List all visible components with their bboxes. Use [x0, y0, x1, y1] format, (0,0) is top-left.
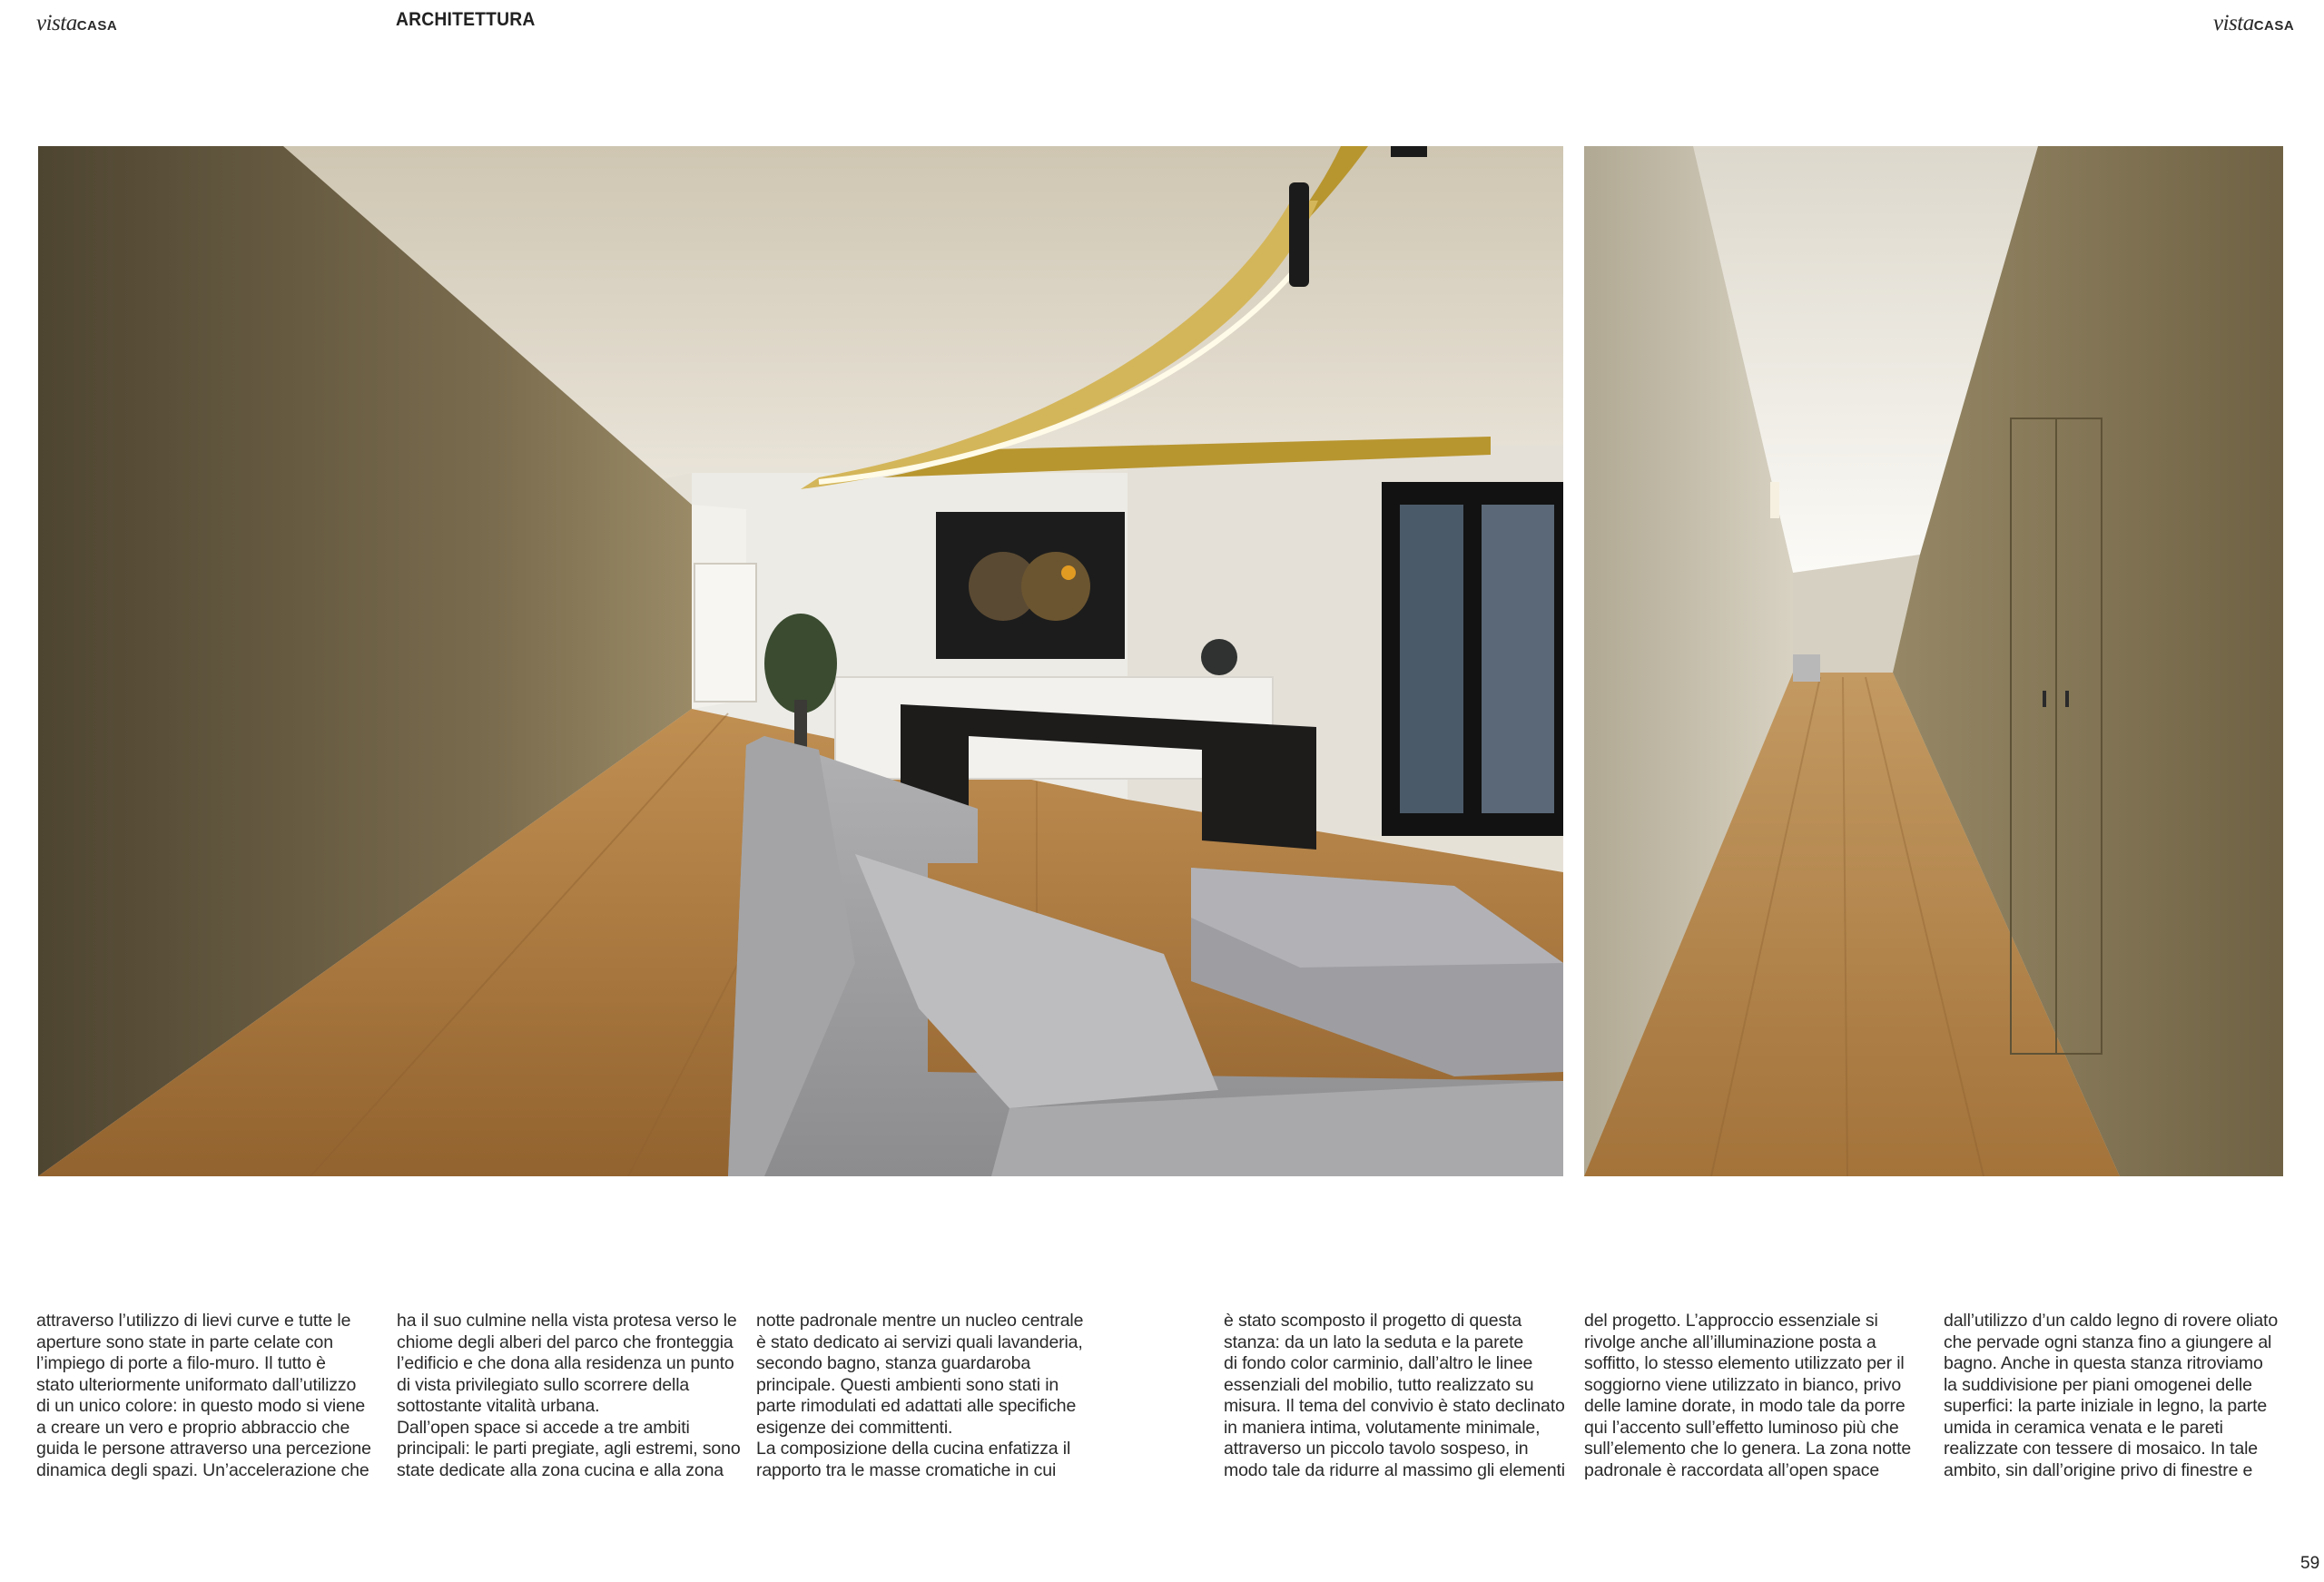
text-column-1: attraverso l’utilizzo di lievi curve e tutte le aperture sono state in parte celate con l’impiego di porte a filo-muro. Il tutto è stato ulteriormente uniformato dall’utilizzo di un unico colore: in questo modo si viene a creare un vero e proprio abbraccio che guida le persone attraverso una percezione dinamica degli spazi. Un’accelerazione che: [36, 1311, 371, 1480]
brand-logo-right: [2213, 11, 2294, 39]
page-number: 59: [2300, 1554, 2320, 1573]
text-column-6: dall’utilizzo d’un caldo legno di rovere oliato che pervade ogni stanza fino a giungere al bagno. Anche in questa stanza ritroviamo la suddivisione per piani omogenei delle superfici: la parte iniziale in legno, la parte umida in ceramica venata e le pareti realizzate con tessere di mosaico. In tale ambito, sin dall’origine privo di finestre e: [1944, 1311, 2279, 1480]
corridor-illustration: [1584, 146, 2283, 1176]
section-title: ARCHITETTURA: [396, 9, 536, 30]
text-column-5: del progetto. L’approccio essenziale si rivolge anche all’illuminazione posta a soffitto, lo stesso elemento utilizzato per il soggiorno viene utilizzato in bianco, privo delle lamine dorate, in modo tale da porre qui l’accento sull’effetto luminoso più che sull’elemento che lo genera. La zona notte padronale è raccordata all’open space: [1584, 1311, 1912, 1480]
living-room-photo: [38, 146, 1563, 1176]
text-column-4: è stato scomposto il progetto di questa stanza: da un lato la seduta e la parete di fondo color carminio, dall’altro le linee essenziali del mobilio, tutto realizzato su misura. Il tema del convivio è stato declinato in maniera intima, volutamente minimale, attraverso un piccolo tavolo sospeso, in modo tale da ridurre al massimo gli elementi: [1224, 1311, 1565, 1480]
brand-logo-script: vista: [36, 11, 77, 35]
brand-logo-caps: CASA: [76, 18, 118, 34]
text-column-3: notte padronale mentre un nucleo centrale è stato dedicato ai servizi quali lavanderia, secondo bagno, stanza guardaroba principale. Questi ambienti sono stati in parte rimodulati ed adattati alle specifiche esigenze dei committenti. La composizione della cucina enfatizza il rapporto tra le masse cromatiche in cui: [756, 1311, 1084, 1480]
text-column-2: ha il suo culmine nella vista protesa verso le chiome degli alberi del parco che fronteggia l’edificio e che dona alla residenza un punto di vista privilegiato sullo scorrere della sottostante vitalità urbana. Dall’open space si accede a tre ambiti principali: le parti pregiate, agli estremi, sono state dedicate alla zona cucina e alla zona: [397, 1311, 741, 1480]
brand-logo-caps: CASA: [2253, 18, 2295, 34]
corridor-photo: [1584, 146, 2283, 1176]
living-room-illustration: [38, 146, 1563, 1176]
brand-logo-left: [36, 11, 117, 39]
brand-logo-script: vista: [2213, 11, 2254, 35]
